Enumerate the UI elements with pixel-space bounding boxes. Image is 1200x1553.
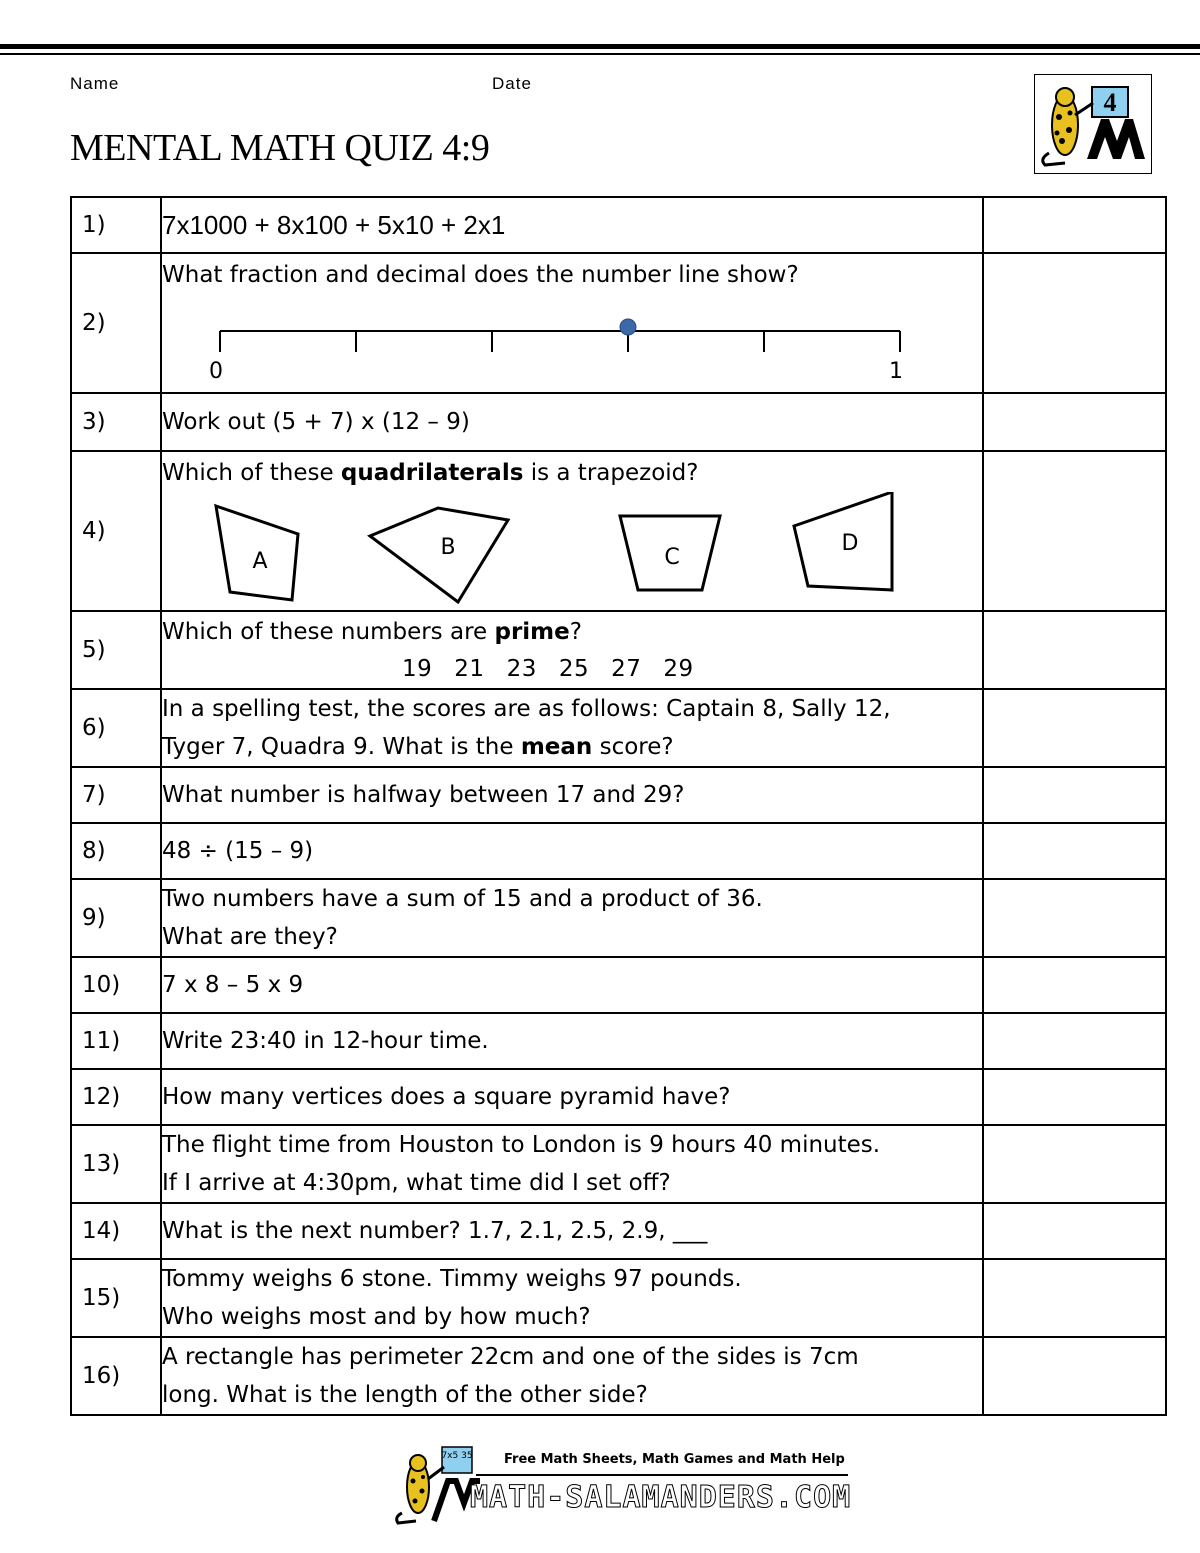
question-text-line-1: Two numbers have a sum of 15 and a product of 36. bbox=[162, 886, 763, 912]
salamander-logo-icon bbox=[1035, 75, 1150, 172]
question-text-line-2: long. What is the length of the other side? bbox=[162, 1382, 648, 1408]
number-item: 21 bbox=[454, 656, 485, 682]
question-text-line-1: A rectangle has perimeter 22cm and one of the sides is 7cm bbox=[162, 1344, 859, 1370]
question-row-13 bbox=[71, 1125, 1166, 1203]
answer-cell[interactable] bbox=[983, 393, 1166, 451]
quiz-table bbox=[70, 196, 1167, 1416]
question-row-14 bbox=[71, 1203, 1166, 1259]
question-row-10 bbox=[71, 957, 1166, 1013]
number-item: 25 bbox=[558, 656, 590, 682]
question-row-5 bbox=[71, 611, 1166, 689]
question-number: 2) bbox=[71, 253, 161, 393]
shape-b bbox=[370, 508, 508, 602]
question-number: 11) bbox=[71, 1013, 161, 1069]
top-rule-thick bbox=[0, 44, 1200, 49]
question-text: What number is halfway between 17 and 29? bbox=[162, 782, 685, 808]
answer-cell[interactable] bbox=[983, 611, 1166, 689]
page-title: MENTAL MATH QUIZ 4:9 bbox=[70, 127, 490, 169]
question-row-2 bbox=[71, 253, 1166, 393]
grade-number: 4 bbox=[1103, 88, 1117, 117]
answer-cell[interactable] bbox=[983, 1069, 1166, 1125]
quadrilaterals-figure bbox=[162, 492, 982, 604]
question-text-line-1: The flight time from Houston to London is 9 hours 40 minutes. bbox=[162, 1132, 881, 1158]
question-row-4 bbox=[71, 451, 1166, 611]
number-item: 23 bbox=[506, 656, 537, 682]
question-text-line-2: Who weighs most and by how much? bbox=[162, 1304, 591, 1330]
question-number: 15) bbox=[71, 1259, 161, 1337]
answer-cell[interactable] bbox=[983, 957, 1166, 1013]
question-text: What fraction and decimal does the number line show? bbox=[162, 262, 799, 288]
answer-cell[interactable] bbox=[983, 1013, 1166, 1069]
footer-salamander-icon bbox=[390, 1445, 480, 1525]
question-text: 7 x 8 – 5 x 9 bbox=[162, 972, 304, 998]
question-row-16 bbox=[71, 1337, 1166, 1415]
footer-divider bbox=[476, 1474, 848, 1476]
answer-cell[interactable] bbox=[983, 197, 1166, 253]
number-line bbox=[162, 294, 922, 386]
number-item: 29 bbox=[663, 656, 694, 682]
question-row-11 bbox=[71, 1013, 1166, 1069]
question-text-line-1: In a spelling test, the scores are as follows: Captain 8, Sally 12, bbox=[162, 696, 891, 722]
number-item: 27 bbox=[611, 656, 642, 682]
top-rule-thin bbox=[0, 53, 1200, 55]
question-row-12 bbox=[71, 1069, 1166, 1125]
question-text-line-1: Tommy weighs 6 stone. Timmy weighs 97 pounds. bbox=[162, 1266, 742, 1292]
question-number: 8) bbox=[71, 823, 161, 879]
question-text: 7x1000 + 8x100 + 5x10 + 2x1 bbox=[162, 209, 506, 240]
number-line-start-label: 0 bbox=[209, 359, 223, 384]
question-row-6 bbox=[71, 689, 1166, 767]
question-text: How many vertices does a square pyramid have? bbox=[162, 1084, 731, 1110]
question-number: 16) bbox=[71, 1337, 161, 1415]
question-number: 7) bbox=[71, 767, 161, 823]
question-number: 3) bbox=[71, 393, 161, 451]
question-row-3 bbox=[71, 393, 1166, 451]
question-text: Which of these numbers are prime? bbox=[162, 619, 582, 645]
question-row-15 bbox=[71, 1259, 1166, 1337]
question-number: 5) bbox=[71, 611, 161, 689]
question-number: 9) bbox=[71, 879, 161, 957]
answer-cell[interactable] bbox=[983, 879, 1166, 957]
question-text: Which of these quadrilaterals is a trapezoid? bbox=[162, 460, 699, 486]
answer-cell[interactable] bbox=[983, 1259, 1166, 1337]
question-number: 1) bbox=[71, 197, 161, 253]
answer-cell[interactable] bbox=[983, 1337, 1166, 1415]
question-number: 12) bbox=[71, 1069, 161, 1125]
footer-tagline: Free Math Sheets, Math Games and Math Help bbox=[504, 1452, 845, 1467]
question-text: 48 ÷ (15 – 9) bbox=[162, 838, 314, 864]
question-text-line-2: Tyger 7, Quadra 9. What is the mean score? bbox=[162, 734, 674, 760]
number-line-end-label: 1 bbox=[889, 359, 903, 384]
question-text-line-2: What are they? bbox=[162, 924, 338, 950]
name-label: Name bbox=[70, 74, 120, 93]
shape-b-label: B bbox=[440, 535, 456, 560]
answer-cell[interactable] bbox=[983, 1203, 1166, 1259]
shape-c-label: C bbox=[664, 545, 680, 570]
answer-cell[interactable] bbox=[983, 767, 1166, 823]
question-number: 10) bbox=[71, 957, 161, 1013]
answer-cell[interactable] bbox=[983, 451, 1166, 611]
question-number: 6) bbox=[71, 689, 161, 767]
answer-cell[interactable] bbox=[983, 689, 1166, 767]
number-line-marker bbox=[620, 319, 636, 335]
number-list bbox=[162, 651, 982, 687]
question-number: 13) bbox=[71, 1125, 161, 1203]
question-text: What is the next number? 1.7, 2.1, 2.5, 2.9, ___ bbox=[162, 1218, 708, 1244]
question-number: 14) bbox=[71, 1203, 161, 1259]
footer-brand[interactable]: MATH-SALAMANDERS.COM bbox=[470, 1480, 852, 1515]
footer-sign-text: 7x5 35 bbox=[441, 1451, 473, 1461]
question-number: 4) bbox=[71, 451, 161, 611]
date-label: Date bbox=[492, 74, 532, 93]
question-text: Write 23:40 in 12-hour time. bbox=[162, 1028, 489, 1054]
answer-cell[interactable] bbox=[983, 823, 1166, 879]
shape-d-label: D bbox=[841, 531, 859, 556]
question-row-8 bbox=[71, 823, 1166, 879]
grade-logo bbox=[1034, 74, 1152, 174]
answer-cell[interactable] bbox=[983, 253, 1166, 393]
question-row-7 bbox=[71, 767, 1166, 823]
question-row-1 bbox=[71, 197, 1166, 253]
answer-cell[interactable] bbox=[983, 1125, 1166, 1203]
shape-a-label: A bbox=[252, 549, 268, 574]
question-text: Work out (5 + 7) x (12 – 9) bbox=[162, 409, 470, 435]
number-item: 19 bbox=[402, 656, 433, 682]
question-text-line-2: If I arrive at 4:30pm, what time did I set off? bbox=[162, 1170, 671, 1196]
question-row-9 bbox=[71, 879, 1166, 957]
